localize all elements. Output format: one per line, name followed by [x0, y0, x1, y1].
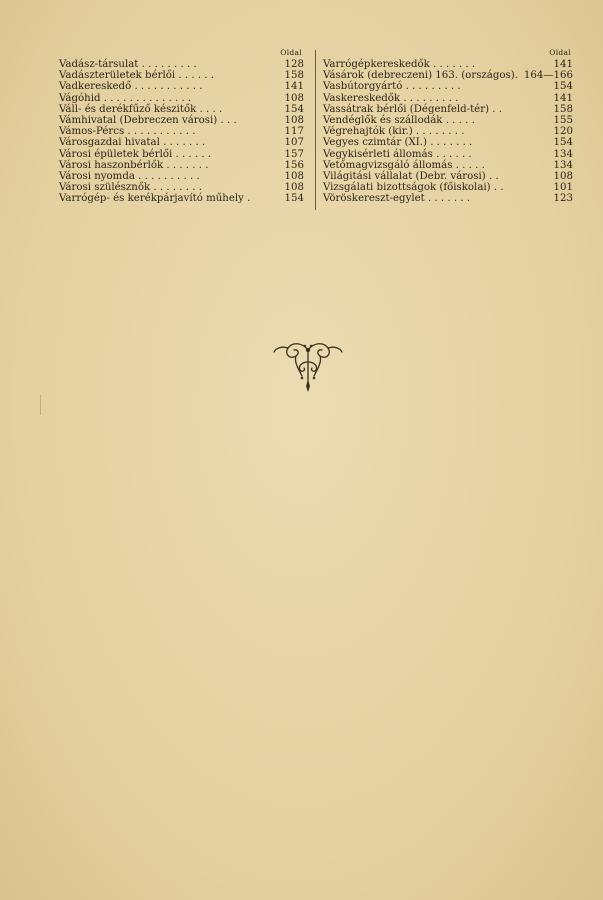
- entry-title: Városi szülésznők . . . . . . . .: [59, 182, 202, 194]
- index-entry: [59, 70, 304, 81]
- entry-title: Végrehajtók (kir.) . . . . . . . .: [323, 126, 465, 138]
- entry-page-number: 141: [553, 92, 573, 104]
- entry-page-number: 154: [284, 193, 304, 205]
- entry-title: Varrógép- és kerékpárjavító műhely .: [59, 193, 251, 205]
- index-entry: [323, 193, 573, 204]
- entry-page-number: 156: [284, 159, 304, 171]
- entry-title: Vadászterületek bérlői . . . . . .: [59, 70, 214, 82]
- entry-page-number: 117: [284, 126, 304, 138]
- index-entry: [323, 104, 573, 115]
- index-column-left: [59, 48, 304, 204]
- index-entry: [323, 115, 573, 126]
- index-entry: [323, 70, 573, 81]
- entry-page-number: 108: [284, 92, 304, 104]
- column-divider: [315, 50, 316, 210]
- entry-page-number: 164—166: [523, 70, 573, 82]
- index-entries-right: [323, 59, 573, 204]
- entry-title: Vöröskereszt-egylet . . . . . . .: [323, 193, 471, 205]
- index-entry: [59, 182, 304, 193]
- entry-title: Vegykisérleti állomás . . . . . .: [323, 148, 472, 160]
- floral-vignette-icon: [272, 340, 344, 395]
- index-entry: [323, 81, 573, 92]
- index-entry: [323, 160, 573, 171]
- index-entry: [323, 182, 573, 193]
- entry-title: Világitási vállalat (Debr. városi) . .: [323, 170, 499, 182]
- entry-title: Vegyes czimtár (XI.) . . . . . . .: [323, 137, 473, 149]
- entry-page-number: 108: [284, 182, 304, 194]
- page-column-header: Oldal: [549, 48, 571, 57]
- entry-title: Vásárok (debreczeni) 163. (országos).: [323, 70, 518, 82]
- entry-page-number: 123: [553, 193, 573, 205]
- index-entry: [59, 137, 304, 148]
- index-entry: [323, 171, 573, 182]
- entry-page-number: 108: [284, 170, 304, 182]
- index-entry: [323, 149, 573, 160]
- entry-title: Városgazdai hivatal . . . . . . .: [59, 137, 206, 149]
- entry-title: Vámhivatal (Debreczen városi) . . .: [59, 114, 237, 126]
- entry-page-number: 154: [553, 81, 573, 93]
- page-column-header: Oldal: [280, 48, 302, 57]
- entry-page-number: 157: [284, 148, 304, 160]
- index-entry: [59, 171, 304, 182]
- index-entries-left: [59, 59, 304, 204]
- entry-page-number: 107: [284, 137, 304, 149]
- index-entry: [59, 115, 304, 126]
- index-entry: [59, 81, 304, 92]
- entry-page-number: 108: [553, 170, 573, 182]
- entry-title: Vasbútorgyártó . . . . . . . . .: [323, 81, 461, 93]
- entry-title: Váll- és derékfűző készitők . . . .: [59, 103, 223, 115]
- entry-page-number: 158: [553, 103, 573, 115]
- entry-page-number: 141: [553, 59, 573, 70]
- entry-page-number: 128: [284, 59, 304, 70]
- entry-title: Vaskereskedők . . . . . . . . .: [323, 92, 459, 104]
- index-entry: [59, 104, 304, 115]
- entry-title: Városi épületek bérlői . . . . . .: [59, 148, 212, 160]
- entry-page-number: 158: [284, 70, 304, 82]
- entry-title: Vadkereskedő . . . . . . . . . . .: [59, 81, 203, 93]
- entry-page-number: 154: [553, 137, 573, 149]
- entry-title: Vetőmagvizsgáló állomás . . . . .: [323, 159, 485, 171]
- entry-page-number: 134: [553, 148, 573, 160]
- entry-page-number: 120: [553, 126, 573, 138]
- entry-page-number: 141: [284, 81, 304, 93]
- index-entry: [59, 149, 304, 160]
- index-entry: [59, 126, 304, 137]
- entry-title: Vágóhid . . . . . . . . . . . . . .: [59, 92, 192, 104]
- index-entry: [59, 193, 304, 204]
- entry-title: Vendéglők és szállodák . . . . .: [323, 114, 475, 126]
- entry-title: Vizsgálati bizottságok (főiskolai) . .: [323, 182, 504, 194]
- index-entry: [323, 59, 573, 70]
- entry-title: Vassátrak bérlői (Dégenfeld-tér) . .: [323, 103, 503, 115]
- entry-page-number: 155: [553, 114, 573, 126]
- entry-title: Városi nyomda . . . . . . . . . .: [59, 170, 200, 182]
- entry-title: Vámos-Pércs . . . . . . . . . . .: [59, 126, 196, 138]
- index-entry: [323, 126, 573, 137]
- entry-page-number: 108: [284, 114, 304, 126]
- index-entry: [323, 137, 573, 148]
- index-column-right: [323, 48, 573, 204]
- entry-page-number: 154: [284, 103, 304, 115]
- entry-page-number: 134: [553, 159, 573, 171]
- entry-title: Varrógépkereskedők . . . . . . .: [323, 59, 476, 70]
- entry-title: Városi haszonbérlők . . . . . . .: [59, 159, 209, 171]
- paper-mark: [40, 395, 44, 415]
- index-entry: [59, 93, 304, 104]
- entry-page-number: 101: [553, 182, 573, 194]
- index-entry: [323, 93, 573, 104]
- index-entry: [59, 59, 304, 70]
- entry-title: Vadász-társulat . . . . . . . . .: [59, 59, 197, 70]
- index-entry: [59, 160, 304, 171]
